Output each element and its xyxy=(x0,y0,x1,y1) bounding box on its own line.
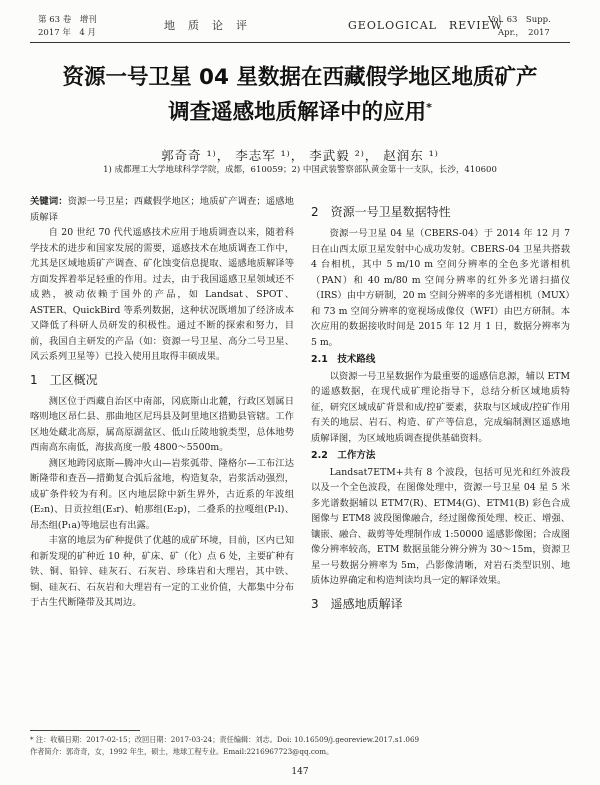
section-3-heading: 3 遥感地质解译 xyxy=(311,596,403,611)
header-volume: 第 63 卷 增刊 xyxy=(38,15,97,25)
journal-name-en: GEOLOGICAL REVIEW xyxy=(348,19,503,32)
keywords-label: 关键词： xyxy=(30,196,68,207)
section-1-heading: 1 工区概况 xyxy=(30,372,98,387)
footnote-rule xyxy=(30,730,140,731)
section-1-paragraph-1: 测区位于西藏自治区中南部，冈底斯山北麓，行政区划属日喀则地区昂仁县、那曲地区尼玛县及阿里地区措勤县管辖。工作区地处藏北高原，属高原湖盆区、低山丘陵地貌类型，总体地势西南高东南低，海拔高度一般 4800～5500m。 xyxy=(30,395,294,453)
header-rule xyxy=(30,42,570,43)
right-column xyxy=(311,204,570,618)
page-number: 147 xyxy=(291,767,309,777)
section-2-paragraph-1: 资源一号卫星 04 星（CBERS-04）于 2014 年 12 月 7 日在山西太原卫星发射中心成功发射。CBERS-04 卫星共搭载 4 台相机，其中 5 m/10 m 空间分辨率的全色多光谱相机（PAN）和 40 m/80 m 空间分辨率的红外多光谱扫描仪（IRS）由中方研制，20 m 空间分辨率的多光谱相机（MUX）和 73 m 空间分辨率的宽视场成像仪（WFI）由巴方研制。本次应用的数据接收时间是 2015 年 12 月 1 日，数据分辨率为 5 m。 xyxy=(311,228,570,348)
header-volume-en: Vol. 63 Supp. xyxy=(488,15,551,25)
title-footnote-mark: * xyxy=(426,101,432,114)
authors: 郭奇奇 ¹⁾， 李志军 ¹⁾， 李武毅 ²⁾， 赵润东 ¹⁾ xyxy=(161,148,439,163)
paper-title-line-1: 资源一号卫星 04 星数据在西藏假学地区地质矿产 xyxy=(62,65,538,90)
header-date: 2017 年 4 月 xyxy=(38,28,96,38)
paper-title-line-2 xyxy=(20,93,580,128)
section-2-1-heading: 2.1 技术路线 xyxy=(311,354,376,365)
journal-name-cn: 地 质 论 评 xyxy=(164,19,248,32)
affiliation: 1) 成都理工大学地球科学学院，成都，610059；2) 中国武装警察部队黄金第十一支队，长沙，410600 xyxy=(103,165,497,175)
intro-paragraph: 自 20 世纪 70 代代遥感技术应用于地质调查以来，随着科学技术的进步和国家发展的需要，遥感技术在地质调查工作中，尤其是区域地质矿产调查、矿化蚀变信息提取、遥感地质解译等方面发挥着举足轻重的作用。过去，由于我国遥感卫星领域还不成熟，被动依赖于国外的产品，如 Landsat、SPOT、ASTER、QuickBird 等系列数据，这种状况既增加了经济成本又降低了科研人员研发的积极性。通过不断的探索和努力，目前，我国自主研发的产品（如：资源一号卫星、高分二号卫星、风云系列卫星等）已投入使用且取得丰硕成果。 xyxy=(30,227,294,362)
header-date-en: Apr.， 2017 xyxy=(498,28,550,38)
section-1-paragraph-3: 丰富的地层为矿种提供了优越的成矿环境，目前，区内已知和新发现的矿种近 10 种，矿床、矿（化）点 6 处，主要矿种有铁、铜、铅锌、硅灰石、石灰岩、珍珠岩和大理岩，其中铁、铜、硅灰石、石灰岩和大理岩有一定的工业价值，大都集中分布于古生代断隆带及其周边。 xyxy=(30,535,294,608)
section-2-1-paragraph: 以资源一号卫星数据作为最重要的遥感信息源，辅以 ETM 的遥感数据，在现代成矿理论指导下，总结分析区域地质特征，研究区域成矿背景和成/控矿要素，获取与区域成/控矿作用有关的地层、岩石、构造、矿产等信息，完成编制测区遥感地质解译图，为区域地质调查提供基础资料。 xyxy=(311,370,570,444)
footnote-2: 作者简介：郭奇奇，女，1992 年生，硕士，地球工程专业。Email:2216967723@qq.com。 xyxy=(30,747,334,756)
keywords-text: 资源一号卫星；西藏假学地区；地质矿产调查；遥感地质解译 xyxy=(30,196,294,223)
section-1-paragraph-2: 测区地跨冈底斯—腾冲火山—岩浆弧带、隆格尔—工布江达断隆带和查吾—措勤复合弧后盆地，构造复杂，岩浆活动强烈，成矿条件较为有利。区内地层除中新生界外，古近系的年波组(E₂n)、日贡拉组(E₃r)、帕那组(E₂p)，二叠系的拉嘎组(P₁l)、昂杰组(P₁a)等地层也有出露。 xyxy=(30,457,294,531)
footnote-1: * 注：收稿日期：2017-02-15；改回日期：2017-03-24；责任编辑：刘志。Doi: 10.16509/j.georeview.2017.s1.069 xyxy=(30,735,420,744)
title-text: 调查遥感地质解译中的应用 xyxy=(168,100,427,126)
keywords xyxy=(30,194,294,225)
section-2-heading: 2 资源一号卫星数据特性 xyxy=(311,205,451,219)
section-2-2-paragraph: Landsat7ETM+共有 8 个波段，包括可见光和红外波段以及一个全色波段，在图像处理中，资源一号卫星 04 星 5 米多光谱数据辅以 ETM7(R)、ETM4(G)、ETM1(B) 彩色合成图像与 ETM8 波段图像融合，经过图像预处理、校正、增强、镶嵌、融合、裁剪等处理制作成 1:50000 遥感影像图；合成图像分辨率较高，ETM 数据虽能分辨分辨为 30～15m，资源卫星一号数据分辨率为 5m，凸影像清晰，对岩石类型识别、地质体边界确定和构造判读均具一定的解译效果。 xyxy=(311,466,570,586)
section-2-2-heading: 2.2 工作方法 xyxy=(311,450,376,461)
left-column xyxy=(30,194,294,611)
